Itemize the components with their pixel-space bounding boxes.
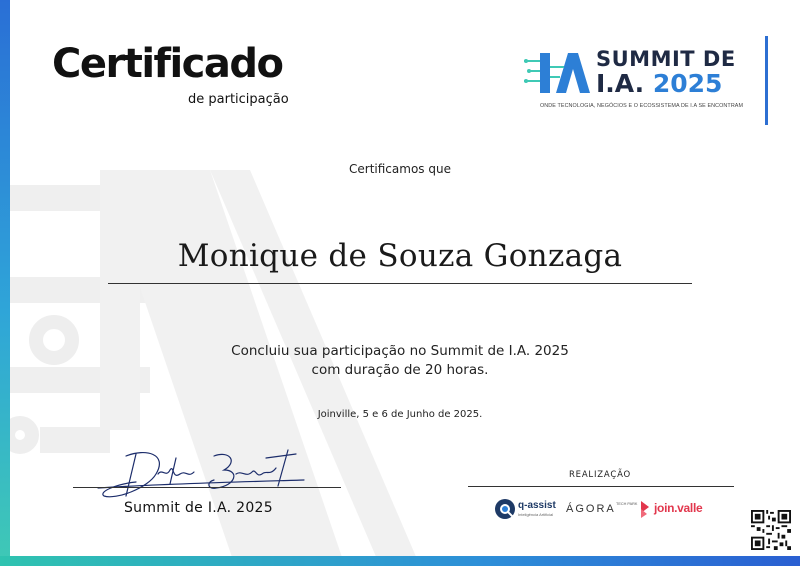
logo-divider <box>765 36 768 125</box>
qassist-name: q-assist <box>518 500 556 511</box>
recipient-name: Monique de Souza Gonzaga <box>177 238 623 274</box>
realizacao-line <box>468 486 734 487</box>
place-date: Joinville, 5 e 6 de Junho de 2025. <box>317 409 483 420</box>
completion-text-line2: com duração de 20 horas. <box>311 362 489 378</box>
left-accent-bar <box>0 0 10 566</box>
completion-text-line1: Concluiu sua participação no Summit de I.A. 2025 <box>231 343 569 359</box>
sponsor-qassist <box>494 496 564 522</box>
event-logo-prefix: I.A. <box>596 69 645 98</box>
realizacao-label: REALIZAÇÃO <box>568 470 632 480</box>
joinvalle-logo-icon <box>638 499 652 519</box>
qassist-logo-icon <box>494 498 516 520</box>
signature-label: Summit de I.A. 2025 <box>124 500 273 516</box>
event-logo-tagline: ONDE TECNOLOGIA, NEGÓCIOS E O ECOSSISTEMA DE I.A SE ENCONTRAM <box>540 103 744 109</box>
event-logo-line1: SUMMIT DE <box>596 47 736 71</box>
qr-code-icon <box>751 510 791 550</box>
qassist-tagline: Inteligência Artificial <box>518 512 554 517</box>
intro-text: Certificamos que <box>349 162 451 176</box>
name-underline <box>108 283 692 284</box>
circuit-ia-logo-icon <box>524 49 592 99</box>
certificate-subtitle: de participação <box>188 92 289 107</box>
certificate-title: Certificado <box>52 41 283 87</box>
joinvalle-name: join.valle <box>654 501 703 515</box>
bottom-accent-bar <box>0 556 800 566</box>
signature-line <box>73 487 341 488</box>
handwritten-signature-icon <box>96 444 306 504</box>
event-logo <box>524 47 754 117</box>
event-logo-line2 <box>596 69 722 98</box>
agora-tagline: TECH PARK <box>616 502 638 506</box>
event-logo-year: 2025 <box>652 69 723 98</box>
sponsor-agora: ÁGORA <box>566 503 616 515</box>
